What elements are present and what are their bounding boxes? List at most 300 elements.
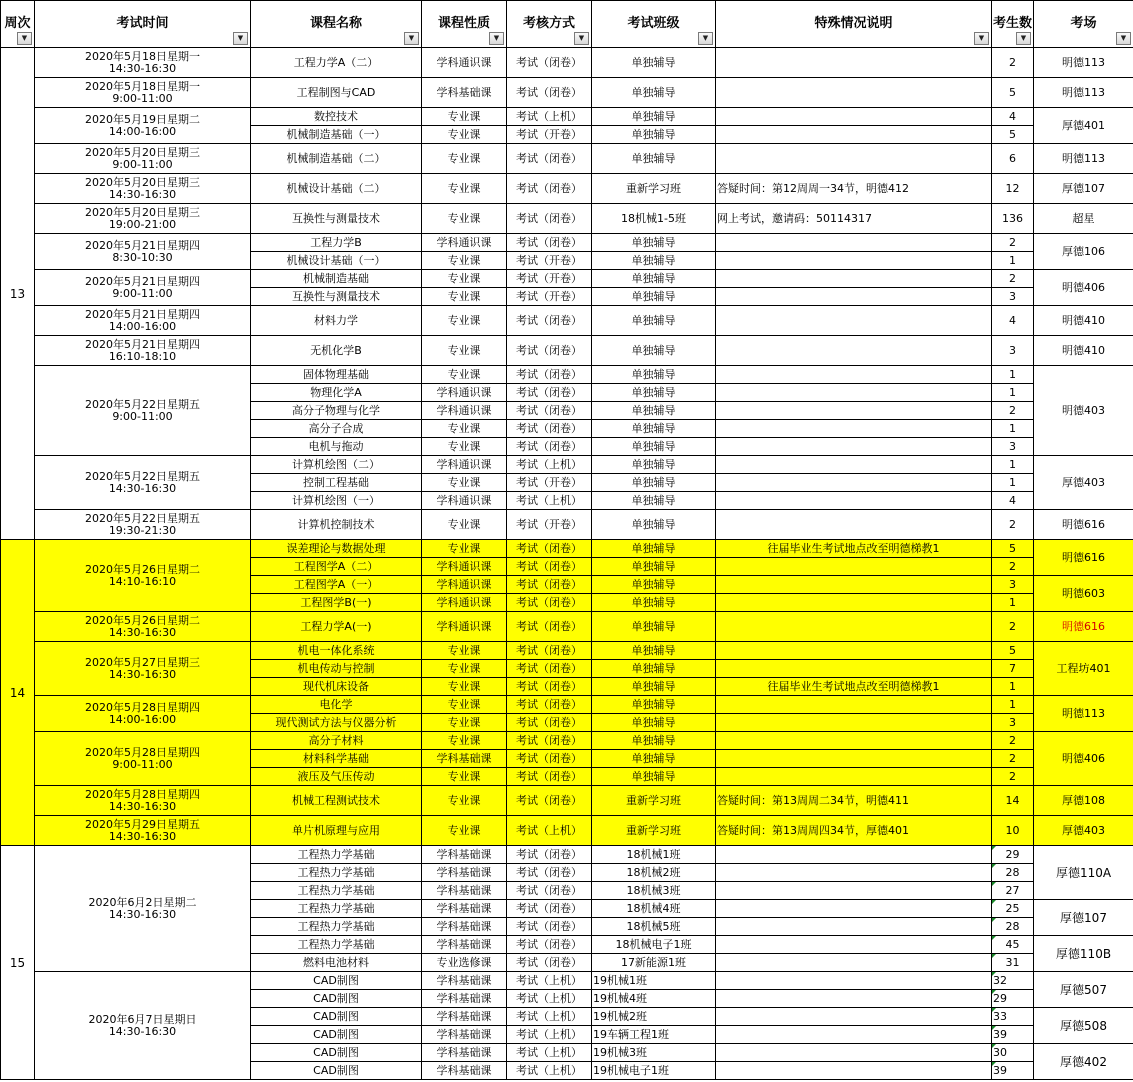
exam-room: 明德406: [1034, 732, 1133, 786]
exam-class: 17新能源1班: [592, 954, 716, 972]
special-note: [716, 336, 992, 366]
exam-method: 考试（闭卷）: [507, 750, 592, 768]
exam-class: 19机械4班: [592, 990, 716, 1008]
student-count: 2: [992, 612, 1034, 642]
table-row: [1, 306, 1133, 336]
student-count: 12: [992, 174, 1034, 204]
exam-class: 重新学习班: [592, 174, 716, 204]
course-name: 机械工程测试技术: [251, 786, 422, 816]
week-number: 15: [1, 846, 35, 1080]
exam-datetime: [35, 972, 251, 1080]
exam-method: 考试（闭卷）: [507, 336, 592, 366]
dropdown-arrow-icon[interactable]: ▼: [233, 32, 248, 45]
course-name: 工程热力学基础: [251, 882, 422, 900]
table-row: [1, 456, 1133, 474]
student-count: 33: [992, 1008, 1034, 1026]
exam-datetime: [35, 336, 251, 366]
course-type: 专业课: [422, 642, 507, 660]
exam-datetime: [35, 78, 251, 108]
special-note: 答疑时间：第13周周四34节，厚德401: [716, 816, 992, 846]
course-name: 工程图学B(一): [251, 594, 422, 612]
student-count: 1: [992, 384, 1034, 402]
exam-class: 18机械3班: [592, 882, 716, 900]
student-count: 1: [992, 252, 1034, 270]
course-type: 学科通识课: [422, 384, 507, 402]
exam-method: 考试（闭卷）: [507, 306, 592, 336]
table-row: [1, 732, 1133, 750]
student-count: 39: [992, 1062, 1034, 1080]
special-note: [716, 1026, 992, 1044]
exam-datetime: [35, 732, 251, 786]
exam-room: 明德616: [1034, 612, 1133, 642]
course-type: 专业课: [422, 474, 507, 492]
exam-class: 单独辅导: [592, 474, 716, 492]
table-row: [1, 234, 1133, 252]
exam-class: 19机械电子1班: [592, 1062, 716, 1080]
student-count: 28: [992, 918, 1034, 936]
course-name: CAD制图: [251, 972, 422, 990]
exam-class: 单独辅导: [592, 144, 716, 174]
special-note: [716, 270, 992, 288]
exam-time: 9:00-11:00: [112, 157, 173, 171]
exam-time: 9:00-11:00: [112, 409, 173, 423]
student-count: 136: [992, 204, 1034, 234]
exam-datetime: [35, 234, 251, 270]
course-name: 高分子物理与化学: [251, 402, 422, 420]
student-count: 45: [992, 936, 1034, 954]
course-name: 数控技术: [251, 108, 422, 126]
student-count: 5: [992, 540, 1034, 558]
exam-time: 14:00-16:00: [108, 124, 177, 138]
course-name: 电机与拖动: [251, 438, 422, 456]
exam-class: 单独辅导: [592, 594, 716, 612]
exam-date: 2020年5月28日星期四: [85, 745, 200, 759]
special-note: [716, 558, 992, 576]
course-type: 专业课: [422, 420, 507, 438]
exam-datetime: [35, 366, 251, 456]
student-count: 3: [992, 336, 1034, 366]
exam-date: 2020年5月18日星期一: [85, 79, 200, 93]
course-name: 工程图学A（二）: [251, 558, 422, 576]
course-name: 误差理论与数据处理: [251, 540, 422, 558]
special-note: [716, 438, 992, 456]
exam-class: 单独辅导: [592, 366, 716, 384]
header-student-count: 考生数 ▼: [992, 1, 1034, 48]
exam-date: 2020年5月21日星期四: [85, 274, 200, 288]
course-type: 学科通识课: [422, 612, 507, 642]
dropdown-arrow-icon[interactable]: ▼: [17, 32, 32, 45]
exam-class: 单独辅导: [592, 558, 716, 576]
exam-time: 14:30-16:30: [108, 907, 177, 921]
exam-date: 2020年6月7日星期日: [88, 1012, 197, 1026]
exam-room: 厚德508: [1034, 1008, 1133, 1044]
exam-room: 厚德108: [1034, 786, 1133, 816]
exam-method: 考试（闭卷）: [507, 366, 592, 384]
exam-class: 重新学习班: [592, 816, 716, 846]
course-type: 专业课: [422, 336, 507, 366]
student-count: 1: [992, 474, 1034, 492]
course-type: 学科通识课: [422, 456, 507, 474]
course-name: CAD制图: [251, 1062, 422, 1080]
table-body: [1, 48, 1133, 1080]
exam-method: 考试（闭卷）: [507, 174, 592, 204]
special-note: [716, 126, 992, 144]
student-count: 29: [992, 846, 1034, 864]
exam-method: 考试（闭卷）: [507, 402, 592, 420]
exam-date: 2020年5月19日星期二: [85, 112, 200, 126]
student-count: 4: [992, 108, 1034, 126]
exam-method: 考试（闭卷）: [507, 558, 592, 576]
header-special-notes: 特殊情况说明 ▼: [716, 1, 992, 48]
exam-method: 考试（开卷）: [507, 288, 592, 306]
table-row: [1, 612, 1133, 642]
exam-method: 考试（闭卷）: [507, 732, 592, 750]
student-count: 2: [992, 750, 1034, 768]
course-type: 专业课: [422, 108, 507, 126]
course-type: 学科基础课: [422, 864, 507, 882]
exam-room: 明德616: [1034, 510, 1133, 540]
exam-method: 考试（上机）: [507, 108, 592, 126]
course-name: 材料力学: [251, 306, 422, 336]
course-name: 机电一体化系统: [251, 642, 422, 660]
exam-class: 19车辆工程1班: [592, 1026, 716, 1044]
exam-method: 考试（闭卷）: [507, 882, 592, 900]
course-name: 计算机控制技术: [251, 510, 422, 540]
exam-class: 单独辅导: [592, 714, 716, 732]
course-type: 学科基础课: [422, 972, 507, 990]
course-name: 工程热力学基础: [251, 864, 422, 882]
exam-time: 14:10-16:10: [108, 574, 177, 588]
student-count: 1: [992, 456, 1034, 474]
student-count: 3: [992, 438, 1034, 456]
table-row: [1, 696, 1133, 714]
student-count: 4: [992, 492, 1034, 510]
course-type: 专业课: [422, 678, 507, 696]
special-note: [716, 660, 992, 678]
special-note: [716, 402, 992, 420]
course-type: 专业课: [422, 144, 507, 174]
exam-time: 9:00-11:00: [112, 757, 173, 771]
exam-date: 2020年5月28日星期四: [85, 700, 200, 714]
student-count: 31: [992, 954, 1034, 972]
student-count: 4: [992, 306, 1034, 336]
special-note: [716, 714, 992, 732]
student-count: 2: [992, 402, 1034, 420]
exam-datetime: [35, 642, 251, 696]
exam-time: 9:00-11:00: [112, 91, 173, 105]
exam-method: 考试（闭卷）: [507, 48, 592, 78]
exam-time: 19:30-21:30: [108, 523, 177, 537]
student-count: 5: [992, 78, 1034, 108]
exam-room: 明德603: [1034, 576, 1133, 612]
exam-method: 考试（闭卷）: [507, 954, 592, 972]
course-type: 专业课: [422, 768, 507, 786]
table-row: [1, 48, 1133, 78]
exam-class: 单独辅导: [592, 48, 716, 78]
exam-method: 考试（上机）: [507, 1044, 592, 1062]
table-row: [1, 540, 1133, 558]
student-count: 25: [992, 900, 1034, 918]
student-count: 14: [992, 786, 1034, 816]
student-count: 39: [992, 1026, 1034, 1044]
dropdown-arrow-icon[interactable]: ▼: [574, 32, 589, 45]
exam-method: 考试（上机）: [507, 990, 592, 1008]
student-count: 29: [992, 990, 1034, 1008]
course-name: 机械制造基础: [251, 270, 422, 288]
exam-class: 单独辅导: [592, 234, 716, 252]
special-note: [716, 642, 992, 660]
exam-class: 单独辅导: [592, 540, 716, 558]
course-type: 专业课: [422, 126, 507, 144]
table-row: [1, 846, 1133, 864]
exam-class: 18机械1-5班: [592, 204, 716, 234]
course-type: 学科通识课: [422, 402, 507, 420]
exam-time: 14:30-16:30: [108, 625, 177, 639]
special-note: [716, 972, 992, 990]
header-row: [1, 1, 1133, 48]
course-type: 学科通识课: [422, 234, 507, 252]
special-note: [716, 420, 992, 438]
student-count: 1: [992, 594, 1034, 612]
table-row: [1, 204, 1133, 234]
special-note: [716, 1044, 992, 1062]
exam-datetime: [35, 144, 251, 174]
course-name: 工程力学A（二）: [251, 48, 422, 78]
course-type: 专业课: [422, 306, 507, 336]
course-type: 专业课: [422, 174, 507, 204]
special-note: [716, 918, 992, 936]
exam-method: 考试（上机）: [507, 972, 592, 990]
exam-time: 9:00-11:00: [112, 286, 173, 300]
exam-time: 16:10-18:10: [108, 349, 177, 363]
exam-method: 考试（闭卷）: [507, 594, 592, 612]
course-name: 工程制图与CAD: [251, 78, 422, 108]
exam-room: 明德113: [1034, 78, 1133, 108]
special-note: 往届毕业生考试地点改至明德梯教1: [716, 540, 992, 558]
special-note: [716, 234, 992, 252]
exam-method: 考试（闭卷）: [507, 786, 592, 816]
course-type: 专业课: [422, 438, 507, 456]
course-type: 学科基础课: [422, 750, 507, 768]
exam-class: 19机械2班: [592, 1008, 716, 1026]
exam-class: 单独辅导: [592, 612, 716, 642]
exam-class: 19机械3班: [592, 1044, 716, 1062]
exam-method: 考试（上机）: [507, 1008, 592, 1026]
student-count: 2: [992, 48, 1034, 78]
week-number: 14: [1, 540, 35, 846]
exam-class: 单独辅导: [592, 456, 716, 474]
special-note: [716, 252, 992, 270]
special-note: [716, 882, 992, 900]
header-course-name: 课程名称 ▼: [251, 1, 422, 48]
exam-date: 2020年5月21日星期四: [85, 238, 200, 252]
exam-method: 考试（闭卷）: [507, 864, 592, 882]
course-name: 单片机原理与应用: [251, 816, 422, 846]
dropdown-arrow-icon[interactable]: ▼: [974, 32, 989, 45]
exam-date: 2020年5月29日星期五: [85, 817, 200, 831]
student-count: 2: [992, 234, 1034, 252]
exam-datetime: [35, 204, 251, 234]
exam-datetime: [35, 696, 251, 732]
header-exam-room: 考场 ▼: [1034, 1, 1133, 48]
course-type: 专业课: [422, 252, 507, 270]
exam-class: 18机械电子1班: [592, 936, 716, 954]
course-name: 液压及气压传动: [251, 768, 422, 786]
header-exam-method: 考核方式 ▼: [507, 1, 592, 48]
exam-time: 14:30-16:30: [108, 667, 177, 681]
special-note: [716, 366, 992, 384]
exam-method: 考试（闭卷）: [507, 642, 592, 660]
table-row: [1, 972, 1133, 990]
exam-room: 厚德107: [1034, 900, 1133, 936]
header-exam-time: 考试时间 ▼: [35, 1, 251, 48]
exam-class: 单独辅导: [592, 732, 716, 750]
exam-class: 单独辅导: [592, 402, 716, 420]
exam-date: 2020年5月20日星期三: [85, 175, 200, 189]
course-type: 专业课: [422, 786, 507, 816]
week-number: 13: [1, 48, 35, 540]
exam-method: 考试（开卷）: [507, 474, 592, 492]
exam-method: 考试（闭卷）: [507, 204, 592, 234]
exam-method: 考试（开卷）: [507, 126, 592, 144]
exam-datetime: [35, 786, 251, 816]
student-count: 2: [992, 768, 1034, 786]
exam-date: 2020年5月21日星期四: [85, 307, 200, 321]
exam-time: 14:30-16:30: [108, 829, 177, 843]
exam-method: 考试（闭卷）: [507, 234, 592, 252]
course-name: 工程图学A（一）: [251, 576, 422, 594]
special-note: [716, 306, 992, 336]
course-type: 学科基础课: [422, 918, 507, 936]
course-name: 高分子合成: [251, 420, 422, 438]
special-note: [716, 936, 992, 954]
special-note: [716, 1062, 992, 1080]
exam-room: 明德616: [1034, 540, 1133, 576]
exam-room: 厚德403: [1034, 816, 1133, 846]
course-type: 学科基础课: [422, 846, 507, 864]
student-count: 30: [992, 1044, 1034, 1062]
exam-date: 2020年5月22日星期五: [85, 511, 200, 525]
exam-date: 2020年5月21日星期四: [85, 337, 200, 351]
course-name: 工程力学B: [251, 234, 422, 252]
exam-time: 14:30-16:30: [108, 799, 177, 813]
exam-date: 2020年5月18日星期一: [85, 49, 200, 63]
course-type: 专业课: [422, 510, 507, 540]
course-type: 学科基础课: [422, 1008, 507, 1026]
special-note: [716, 384, 992, 402]
course-type: 专业课: [422, 816, 507, 846]
student-count: 1: [992, 366, 1034, 384]
table-row: [1, 144, 1133, 174]
special-note: 网上考试，邀请码：50114317: [716, 204, 992, 234]
exam-method: 考试（开卷）: [507, 252, 592, 270]
student-count: 1: [992, 696, 1034, 714]
course-name: 机械设计基础（二）: [251, 174, 422, 204]
exam-class: 单独辅导: [592, 768, 716, 786]
table-row: [1, 78, 1133, 108]
special-note: [716, 456, 992, 474]
exam-method: 考试（闭卷）: [507, 714, 592, 732]
exam-class: 单独辅导: [592, 288, 716, 306]
exam-class: 18机械2班: [592, 864, 716, 882]
exam-method: 考试（闭卷）: [507, 384, 592, 402]
exam-method: 考试（闭卷）: [507, 846, 592, 864]
exam-method: 考试（上机）: [507, 456, 592, 474]
dropdown-arrow-icon[interactable]: ▼: [698, 32, 713, 45]
exam-time: 14:00-16:00: [108, 712, 177, 726]
exam-class: 单独辅导: [592, 438, 716, 456]
exam-time: 14:30-16:30: [108, 481, 177, 495]
student-count: 5: [992, 642, 1034, 660]
course-name: 无机化学B: [251, 336, 422, 366]
table-row: [1, 510, 1133, 540]
special-note: [716, 768, 992, 786]
course-name: 互换性与测量技术: [251, 204, 422, 234]
dropdown-arrow-icon[interactable]: ▼: [1016, 32, 1031, 45]
exam-method: 考试（开卷）: [507, 270, 592, 288]
exam-room: 明德410: [1034, 306, 1133, 336]
student-count: 3: [992, 714, 1034, 732]
student-count: 32: [992, 972, 1034, 990]
exam-datetime: [35, 540, 251, 612]
exam-method: 考试（上机）: [507, 1026, 592, 1044]
course-type: 专业选修课: [422, 954, 507, 972]
exam-room: 厚德507: [1034, 972, 1133, 1008]
exam-room: 明德113: [1034, 696, 1133, 732]
exam-method: 考试（闭卷）: [507, 768, 592, 786]
course-name: 计算机绘图（二）: [251, 456, 422, 474]
exam-method: 考试（闭卷）: [507, 678, 592, 696]
exam-datetime: [35, 108, 251, 144]
exam-class: 单独辅导: [592, 510, 716, 540]
course-name: 工程力学A(一): [251, 612, 422, 642]
course-name: 控制工程基础: [251, 474, 422, 492]
exam-datetime: [35, 612, 251, 642]
special-note: [716, 474, 992, 492]
special-note: [716, 846, 992, 864]
course-type: 学科通识课: [422, 594, 507, 612]
exam-room: 厚德110A: [1034, 846, 1133, 900]
course-name: 机电传动与控制: [251, 660, 422, 678]
course-type: 学科基础课: [422, 78, 507, 108]
exam-method: 考试（闭卷）: [507, 660, 592, 678]
course-name: 机械制造基础（一）: [251, 126, 422, 144]
course-type: 学科通识课: [422, 48, 507, 78]
course-name: CAD制图: [251, 1044, 422, 1062]
exam-date: 2020年5月28日星期四: [85, 787, 200, 801]
exam-class: 单独辅导: [592, 642, 716, 660]
exam-datetime: [35, 174, 251, 204]
exam-date: 2020年5月20日星期三: [85, 205, 200, 219]
dropdown-arrow-icon[interactable]: ▼: [489, 32, 504, 45]
dropdown-arrow-icon[interactable]: ▼: [404, 32, 419, 45]
table-row: [1, 786, 1133, 816]
exam-class: 重新学习班: [592, 786, 716, 816]
course-type: 学科通识课: [422, 492, 507, 510]
exam-method: 考试（闭卷）: [507, 144, 592, 174]
exam-method: 考试（闭卷）: [507, 438, 592, 456]
exam-room: 厚德401: [1034, 108, 1133, 144]
exam-room: 工程坊401: [1034, 642, 1133, 696]
exam-room: 厚德110B: [1034, 936, 1133, 972]
dropdown-arrow-icon[interactable]: ▼: [1116, 32, 1131, 45]
exam-class: 单独辅导: [592, 306, 716, 336]
student-count: 1: [992, 678, 1034, 696]
course-type: 学科基础课: [422, 990, 507, 1008]
student-count: 3: [992, 288, 1034, 306]
exam-class: 单独辅导: [592, 492, 716, 510]
special-note: [716, 696, 992, 714]
